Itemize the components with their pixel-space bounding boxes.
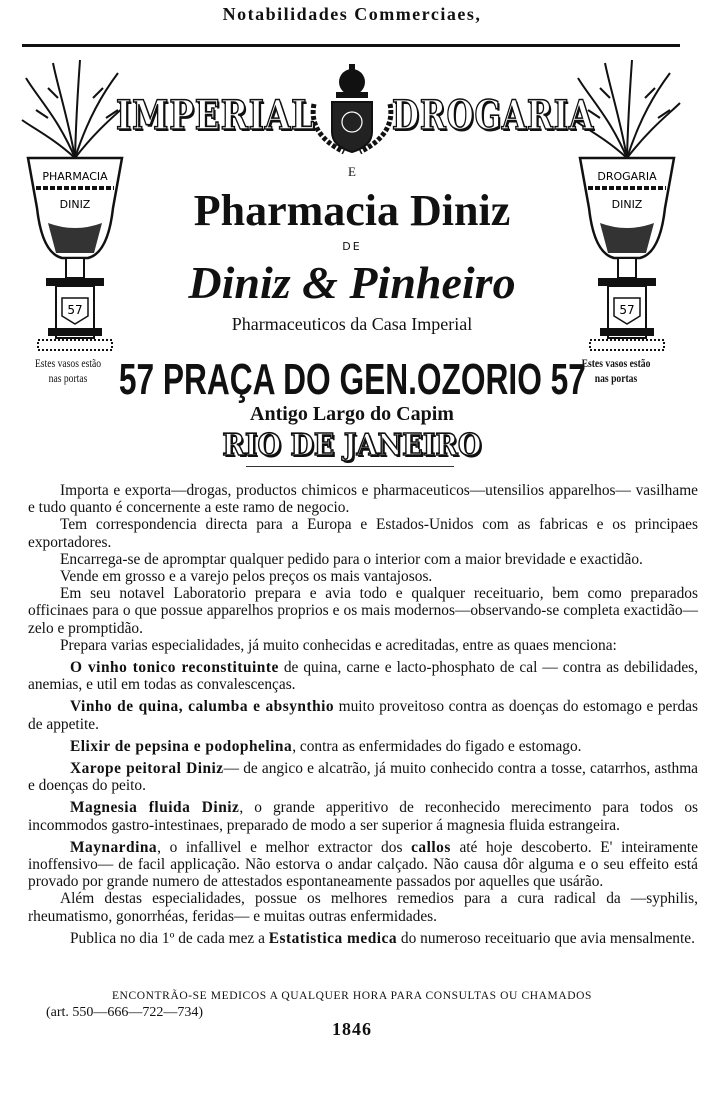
text-run: do numeroso receituario que avia mensalmente. xyxy=(397,929,695,947)
text-run: de quina, carne e lacto-phosphato de cal — contra as debilidades, anemias, e util em todas as convalescenças. xyxy=(28,659,698,694)
running-head: Notabilidades Commerciaes, xyxy=(222,4,482,24)
vase-number: 57 xyxy=(619,303,635,317)
vase-label-top: PHARMACIA xyxy=(42,170,108,183)
address-text: 57 PRAÇA DO GEN.OZORIO 57 xyxy=(118,355,586,404)
bold-phrase: Estatistica medica xyxy=(268,929,398,947)
body-paragraph xyxy=(28,482,698,516)
subtitle: Pharmaceuticos da Casa Imperial xyxy=(231,314,473,334)
text-run: muito proveitoso contra as doenças do estomago e perdas de appetite. xyxy=(28,698,698,733)
top-rule xyxy=(22,44,680,47)
text-run: , o infallivel e melhor extractor dos xyxy=(157,838,412,856)
feathers-icon xyxy=(22,60,128,158)
phone-numbers: (art. 550—666—722—734) xyxy=(46,1005,204,1020)
body-paragraph xyxy=(28,698,698,732)
bold-phrase: Vinho de quina, calumba e absynthio xyxy=(70,698,335,716)
vase-label-bottom: DINIZ xyxy=(59,198,91,211)
body-paragraph xyxy=(28,659,698,693)
bold-phrase: O vinho tonico reconstituinte xyxy=(70,659,279,677)
text-run: Além destas especialidades, possue os melhores remedios para a cura radical da —syphilis, rheumatismo, gonorrhéas, feridas— e muitas outras enfermidades. xyxy=(28,890,698,925)
text-run: Prepara varias especialidades, já muito conhecidas e acreditadas, entre as quaes menciona: xyxy=(60,636,617,654)
bold-phrase: callos xyxy=(411,838,451,856)
former-name: Antigo Largo do Capim xyxy=(250,403,454,425)
bold-phrase: Magnesia fluida Diniz xyxy=(70,799,240,817)
divider-rule xyxy=(246,466,454,467)
text-run: , o grande apperitivo de reconhecido merecimento para todos os incommodos gastro-intestinaes, preparado de modo a ser superior á magnesia fluida estrangeira. xyxy=(28,799,698,834)
note-line: nas portas xyxy=(48,371,88,385)
body-paragraph xyxy=(28,930,698,947)
drogaria-heading: DROGARIA xyxy=(392,92,594,139)
body-paragraph xyxy=(28,799,698,833)
body-paragraph xyxy=(28,637,698,654)
text-run: Em seu notavel Laboratorio prepara e avia todo e qualquer receituario, bem como preparados officinaes para o que possue apparelhos proprios e os mais modernos—observando-se completa exactidão— zelo e promptidão. xyxy=(28,585,698,637)
bold-phrase: Xarope peitoral Diniz xyxy=(70,760,224,778)
body-paragraph xyxy=(28,585,698,637)
vase-number: 57 xyxy=(67,303,83,317)
text-run: , contra as enfermidades do figado e estomago. xyxy=(292,737,582,755)
text-run: até hoje descoberto. E' inteiramente inoffensivo— de facil applicação. Não estorva o andar calçado. Não causa dôr alguma e o seu effeito está provado por grande numero de attestados espontaneamente passados por aquelles que usárão. xyxy=(28,838,698,891)
body-paragraph xyxy=(28,839,698,891)
bold-phrase: Maynardina xyxy=(70,838,158,856)
year: 1846 xyxy=(332,1019,372,1039)
firm-name: Diniz & Pinheiro xyxy=(188,257,516,308)
city xyxy=(0,428,704,463)
text-run: Encarrega-se de apromptar qualquer pedido para o interior com a maior brevidade e exactidão. xyxy=(60,550,643,568)
note-line: Estes vasos estão xyxy=(34,356,102,370)
pharmacy-name: Pharmacia Diniz xyxy=(193,186,511,235)
body-paragraph xyxy=(28,738,698,755)
note-line: nas portas xyxy=(594,371,638,385)
address xyxy=(0,355,704,405)
body-text xyxy=(28,482,698,947)
consultation-notice: ENCONTRÃO-SE MEDICOS A QUALQUER HORA PARA CONSULTAS OU CHAMADOS xyxy=(111,990,593,1002)
text-run: Publica no dia 1º de cada mez a xyxy=(70,929,269,947)
city-text: RIO DE JANEIRO xyxy=(222,428,482,463)
conjunction-de: DE xyxy=(342,240,362,253)
vase-label-top: DROGARIA xyxy=(597,170,657,183)
imperial-heading: IMPERIAL xyxy=(116,92,315,139)
body-paragraph xyxy=(28,516,698,550)
text-run: Tem correspondencia directa para a Europa e Estados-Unidos com as fabricas e os principaes exportadores. xyxy=(28,516,698,551)
vase-label-bottom: DINIZ xyxy=(611,198,643,211)
text-run: Importa e exporta—drogas, productos chimicos e pharmaceuticos—utensilios apparelhos— vasilhame e tudo quanto é concernente a este ramo de negocio. xyxy=(28,482,698,517)
text-run: Vende em grosso e a varejo pelos preços os mais vantajosos. xyxy=(60,568,433,586)
note-line: Estes vasos estão xyxy=(581,356,651,370)
body-paragraph xyxy=(28,568,698,585)
conjunction-e: E xyxy=(348,164,356,179)
text-run: — de angico e alcatrão, já muito conhecido contra a tosse, catarrhos, asthma e doenças do peito. xyxy=(28,760,698,795)
body-paragraph xyxy=(28,551,698,568)
bold-phrase: Elixir de pepsina e podophelina xyxy=(70,737,293,755)
body-paragraph xyxy=(28,760,698,794)
body-paragraph xyxy=(28,890,698,924)
